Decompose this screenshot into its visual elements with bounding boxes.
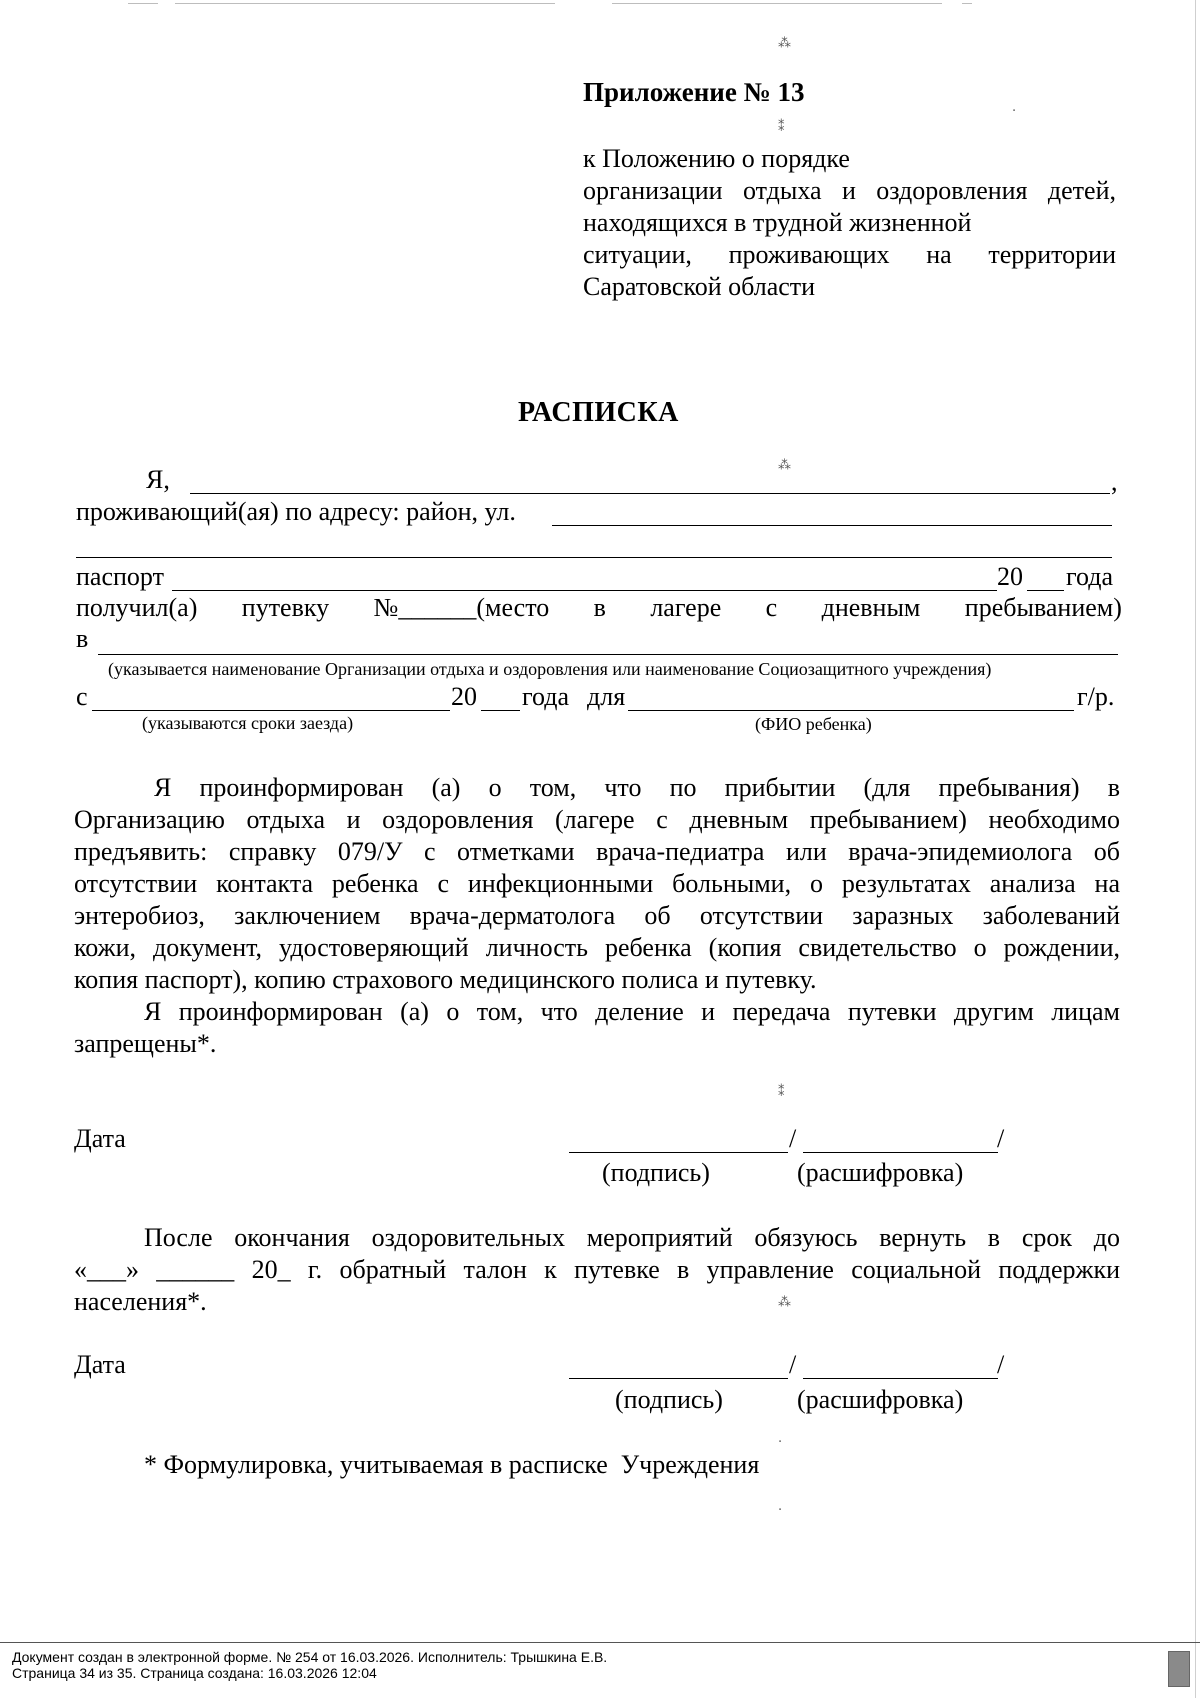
dates-caption: (указываются сроки заезда) xyxy=(142,713,354,733)
from-label: с xyxy=(76,682,88,711)
appendix-line: организации отдыха и оздоровления детей, xyxy=(583,176,1116,205)
paragraph-line: Я проинформирован (а) о том, что по прибытии (для пребывания) в xyxy=(154,773,1120,802)
footer-document-info: Документ создан в электронной форме. № 254 от 16.03.2026. Исполнитель: Трышкина Е.В. xyxy=(12,1649,608,1665)
dates-field-line xyxy=(92,710,450,711)
for-label: для xyxy=(587,682,626,711)
address-label: проживающий(ая) по адресу: район, ул. xyxy=(76,497,516,526)
year-field-line xyxy=(481,710,520,711)
scan-speck: · xyxy=(1012,104,1017,119)
passport-field-line xyxy=(172,590,997,591)
return-coupon-paragraph xyxy=(74,1222,1120,1318)
paragraph-line: предъявить: справку 079/У с отметками врача-педиатра или врача-эпидемиолога об xyxy=(74,837,1120,866)
passport-year-line xyxy=(1027,590,1064,591)
name-end-comma: , xyxy=(1111,467,1118,496)
scan-speck: ⁑ xyxy=(778,120,785,135)
voucher-word: дневным xyxy=(821,593,921,622)
date-label: Дата xyxy=(74,1124,126,1153)
voucher-word: с xyxy=(765,593,778,622)
paragraph-line: копия паспорт), копию страхового медицинского полиса и путевку. xyxy=(74,965,817,994)
passport-label: паспорт xyxy=(76,562,164,591)
document-title: РАСПИСКА xyxy=(518,397,679,428)
signature-slash: / xyxy=(789,1350,797,1379)
organization-caption: (указывается наименование Организации отдыха и оздоровления или наименование Социозащитного учреждения) xyxy=(108,659,992,679)
signature-slash: / xyxy=(997,1350,1005,1379)
appendix-line: ситуации, проживающих на территории xyxy=(583,240,1116,269)
signature-slash: / xyxy=(789,1124,797,1153)
passport-year-suffix: года xyxy=(1066,562,1114,591)
signature-slash: / xyxy=(997,1124,1005,1153)
scan-edge-line xyxy=(962,3,972,4)
signature-line xyxy=(569,1152,788,1153)
appendix-description xyxy=(583,143,1116,303)
paragraph-line: Я проинформирован (а) о том, что деление и передача путевки другим лицам xyxy=(144,997,1120,1026)
decode-caption: (расшифровка) xyxy=(797,1385,964,1414)
year-prefix: 20 xyxy=(451,682,477,711)
address-field-line xyxy=(552,525,1112,526)
voucher-word: №______(место xyxy=(373,593,550,622)
decode-line xyxy=(803,1152,998,1153)
voucher-word: в xyxy=(593,593,606,622)
name-field-line xyxy=(190,493,1110,494)
signature-line xyxy=(569,1378,788,1379)
year-suffix: года xyxy=(522,682,570,711)
passport-year-prefix: 20 xyxy=(997,562,1023,591)
voucher-word: пребыванием) xyxy=(964,593,1122,622)
date-label: Дата xyxy=(74,1350,126,1379)
appendix-line: Саратовской области xyxy=(583,272,816,301)
voucher-row xyxy=(76,593,1122,623)
scan-edge-line xyxy=(175,3,555,4)
signature-caption: (подпись) xyxy=(615,1385,723,1414)
voucher-word: путевку xyxy=(241,593,330,622)
stamp-mark-icon xyxy=(1168,1651,1190,1687)
name-label: Я, xyxy=(146,465,170,494)
voucher-word: лагере xyxy=(650,593,722,622)
organization-prefix: в xyxy=(76,624,89,653)
paragraph-line: Организацию отдыха и оздоровления (лагере с дневным пребыванием) необходимо xyxy=(74,805,1120,834)
information-paragraph xyxy=(74,772,1120,996)
scan-speck: ⁂ xyxy=(778,1295,791,1310)
scan-speck: ⁂ xyxy=(778,36,791,51)
paragraph-line: «___» ______ 20_ г. обратный талон к путевке в управление социальной поддержки xyxy=(74,1255,1120,1284)
footer-page-info: Страница 34 из 35. Страница создана: 16.03.2026 12:04 xyxy=(12,1665,377,1681)
electronic-document-footer xyxy=(0,1642,1200,1699)
decode-line xyxy=(803,1378,998,1379)
appendix-line: находящихся в трудной жизненной xyxy=(583,208,972,237)
transfer-prohibition-paragraph xyxy=(74,996,1120,1060)
organization-field-line xyxy=(98,654,1118,655)
scan-speck: ⁑ xyxy=(778,1085,785,1100)
paragraph-line: запрещены*. xyxy=(74,1029,217,1058)
paragraph-line: населения*. xyxy=(74,1287,207,1316)
scan-edge-line xyxy=(128,3,158,4)
voucher-word: получил(а) xyxy=(76,593,198,622)
paragraph-line: энтеробиоз, заключением врача-дерматолога об отсутствии заразных заболеваний xyxy=(74,901,1120,930)
scan-speck: ⁂ xyxy=(778,458,791,473)
footnote: * Формулировка, учитываемая в расписке Учреждения xyxy=(144,1450,760,1479)
paragraph-line: После окончания оздоровительных мероприятий обязуюсь вернуть в срок до xyxy=(144,1223,1120,1252)
child-name-field-line xyxy=(628,710,1074,711)
decode-caption: (расшифровка) xyxy=(797,1158,964,1187)
child-name-caption: (ФИО ребенка) xyxy=(755,714,872,734)
signature-caption: (подпись) xyxy=(602,1158,710,1187)
birth-year-label: г/р. xyxy=(1077,682,1115,711)
scan-speck: · xyxy=(778,1503,783,1518)
scan-speck: · xyxy=(778,1435,783,1450)
footer-text xyxy=(12,1649,607,1681)
paragraph-line: кожи, документ, удостоверяющий личность ребенка (копия свидетельство о рождении, xyxy=(74,933,1120,962)
appendix-title: Приложение № 13 xyxy=(583,77,805,107)
scan-edge-line xyxy=(612,3,942,4)
paragraph-line: отсутствии контакта ребенка с инфекционными больными, о результатах анализа на xyxy=(74,869,1120,898)
scan-right-edge xyxy=(1195,0,1196,1698)
address-field-line-2 xyxy=(76,557,1112,558)
appendix-line: к Положению о порядке xyxy=(583,144,850,173)
